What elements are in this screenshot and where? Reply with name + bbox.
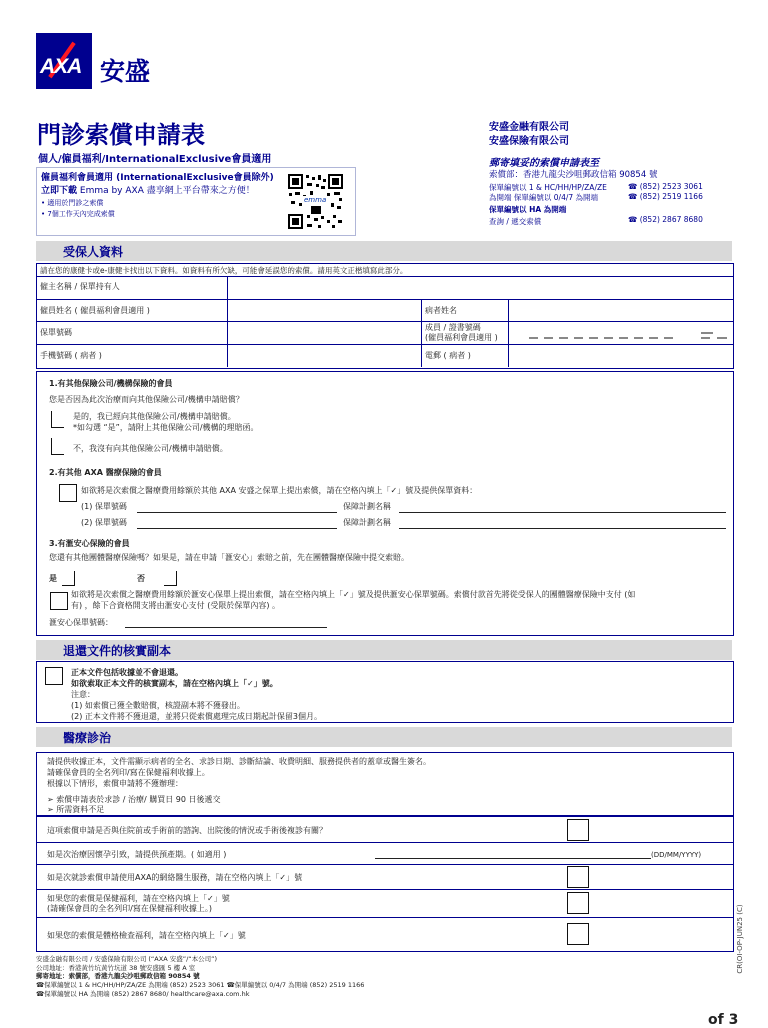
huianxin-question-line-2: 有) ，餘下合資格開支將由滙安心支付 (受限於保單內容) 。	[71, 601, 280, 610]
member-no-field[interactable]	[529, 330, 729, 340]
section-title: 受保人資料	[63, 245, 124, 259]
qr-code-icon[interactable]	[287, 173, 344, 230]
section-insured-info-header	[36, 241, 732, 261]
checkbox-claimed-yes[interactable]	[51, 411, 64, 428]
section-title: 退還文件的核實副本	[63, 644, 172, 658]
phone-2: ☎ (852) 2519 1166	[628, 192, 703, 201]
section-title: 醫療診治	[63, 731, 112, 745]
claimed-yes-note: *如勾選 “是”，請附上其他保險公司/機構的理賠函。	[73, 423, 259, 432]
plan-2-field[interactable]	[399, 528, 726, 529]
checkbox-certified-copy[interactable]	[45, 667, 63, 685]
question-checkup-benefit: 如果您的索償是體格檢查福利，請在空格內填上「✓」號	[47, 931, 246, 940]
instruction-2: 請確保會員的全名列印/寫在保健福利收據上。	[47, 768, 210, 777]
footer-line-5: ☎保單編號以 HA 為開端 (852) 2867 8680/ healthcare@axa.com.hk	[36, 989, 250, 998]
policy-2-field[interactable]	[137, 528, 337, 529]
patient-name-field[interactable]	[510, 300, 730, 320]
checkbox-other-axa-policy[interactable]	[59, 484, 77, 502]
email-label: 電郵 ( 病者 )	[425, 351, 471, 360]
company-name-2: 安盛保險有限公司	[489, 136, 569, 147]
employee-name-field[interactable]	[229, 300, 419, 320]
plan-2-label: 保障計劃名稱	[343, 518, 391, 527]
checkbox-pre-post-hospital[interactable]	[567, 819, 589, 841]
policy-prefix-2: 為開端 保單編號以 0/4/7 為開端	[489, 193, 599, 202]
logo-text: AXA	[40, 55, 82, 78]
rejection-reason-1: ➢ 索償申請表於求診 / 治療/ 購買日 90 日後遞交	[47, 795, 221, 804]
request-certified-copy: 如欲索取正本文件的核實副本，請在空格內填上「✓」號。	[71, 679, 278, 688]
group-medical-no-label: 否	[137, 574, 145, 583]
policy-prefix-ha: 保單編號以 HA 為開端	[489, 205, 567, 214]
question-wellness-benefit-note: (請確保會員的全名列印/寫在保健福利收據上。)	[47, 904, 212, 913]
mobile-field[interactable]	[229, 345, 419, 366]
qr-caption: emma	[304, 196, 327, 204]
checkbox-network-doctor[interactable]	[567, 866, 589, 888]
email-field[interactable]	[510, 345, 730, 366]
section-medical-treatment-header	[36, 727, 732, 747]
member-no-sublabel: (僱員福利會員適用 )	[425, 333, 498, 342]
policy-1-label: (1) 保單號碼	[81, 502, 127, 511]
download-box-heading: 僱員福利會員適用 (InternationalExclusive會員除外)	[41, 173, 274, 183]
checkbox-group-medical-no[interactable]	[164, 571, 177, 586]
insured-info-note: 請在您的康健卡或e-康健卡找出以下資料。如資料有所欠缺，可能會延誤您的索償。請用英文正楷填寫此部分。	[40, 266, 408, 275]
note-2: (2) 正本文件將不獲退還，並將只從索償處理完成日期起計保留3個月。	[71, 712, 322, 721]
footer-info	[36, 955, 364, 999]
other-insurance-heading-1: 1.有其他保險公司/機構保險的會員	[49, 379, 173, 388]
download-now-label: 立即下載	[41, 186, 78, 196]
download-box-cta	[41, 183, 255, 196]
medical-questions-table	[36, 816, 734, 952]
enquiry-label: 查詢 / 遞交索償	[489, 217, 542, 226]
form-code: CR(OI-OP-JUN25 (C)	[736, 904, 744, 974]
other-insurance-question-1: 您是否因為此次治療而向其他保險公司/機構申請賠償？	[49, 395, 244, 404]
phone-1: ☎ (852) 2523 3061	[628, 182, 703, 191]
question-pregnancy: 如是次治療因懷孕引致，請提供預產期。( 如適用 )	[47, 850, 227, 859]
employee-name-label: 僱員姓名 ( 僱員福利會員適用 )	[40, 306, 150, 315]
question-pre-post-hospital: 這項索償申請是否與住院前或手術前的諮詢、出院後的情況或手術後複診有關？	[47, 826, 327, 835]
medical-instructions-box	[36, 752, 734, 816]
page-title: 門診索償申請表	[37, 121, 205, 149]
huianxin-question-line-1: 如欲將是次索償之醫療費用餘額於滙安心保單上提出索償，請在空格內填上「✓」號及提供滙安心保單號碼。索償付款首先將從受保人的團體醫療保險中支付 (如	[71, 590, 636, 599]
expected-delivery-date-field[interactable]	[375, 858, 651, 859]
mailing-heading: 郵寄填妥的索償申請表至	[489, 158, 599, 169]
download-box-cta-text: Emma by AXA 盡享網上平台帶來之方便！	[77, 186, 255, 196]
checkbox-group-medical-yes[interactable]	[62, 571, 75, 586]
other-insurance-heading-3: 3.有滙安心保險的會員	[49, 539, 130, 548]
instruction-3: 根據以下情形，索償申請將不獲辦理：	[47, 779, 183, 788]
note-label: 注意：	[71, 690, 95, 699]
axa-logo	[36, 33, 92, 89]
phone-3: ☎ (852) 2867 8680	[628, 215, 703, 224]
download-app-box	[36, 167, 356, 236]
plan-1-label: 保障計劃名稱	[343, 502, 391, 511]
policy-no-field[interactable]	[229, 322, 419, 342]
other-insurance-question-3: 您還有其他團體醫療保險嗎？如果是，請在申請「滙安心」索賠之前，先在團體醫療保險中提交索賠。	[49, 553, 409, 562]
checkbox-checkup-benefit[interactable]	[567, 923, 589, 945]
employer-field[interactable]	[229, 277, 731, 298]
footer-line-4: ☎保單編號以 1 & HC/HH/HP/ZA/ZE 為開端 (852) 2523 3061 ☎保單編號以 0/4/7 為開端 (852) 2519 1166	[36, 981, 365, 990]
mobile-label: 手機號碼 ( 病者 )	[40, 351, 102, 360]
company-name-1: 安盛金融有限公司	[489, 122, 569, 133]
member-no-label: 成員 / 證書號碼	[425, 323, 481, 332]
brand-name: 安盛	[100, 57, 151, 86]
huianxin-policy-label: 滙安心保單號碼：	[49, 618, 113, 627]
instruction-1: 請提供收據正本，文件需顯示病者的全名、求診日期、診斷結論、收費明細、服務提供者的蓋章或醫生簽名。	[47, 757, 431, 766]
footer-line-3: 郵寄地址：索償部，香港九龍尖沙咀郵政信箱 90854 號	[36, 972, 200, 981]
plan-1-field[interactable]	[399, 512, 726, 513]
claimed-no-label: 不，我沒有向其他保險公司/機構申請賠償。	[73, 444, 228, 453]
question-network-doctor: 如是次就診索償申請使用AXA的網絡醫生服務，請在空格內填上「✓」號	[47, 873, 303, 882]
company-names	[489, 121, 569, 149]
footer-line-1: 安盛金融有限公司 / 安盛保險有限公司 (“AXA 安盛”/“本公司”)	[36, 955, 218, 963]
section-certified-copy-header	[36, 640, 732, 660]
originals-not-returned: 正本文件包括收據並不會退還。	[71, 668, 183, 677]
checkbox-wellness-benefit[interactable]	[567, 892, 589, 914]
page-subtitle: 個人/僱員福利/InternationalExclusive會員適用	[38, 154, 272, 165]
policy-prefix-1: 保單編號以 1 & HC/HH/HP/ZA/ZE	[489, 183, 607, 192]
date-format-hint: (DD/MM/YYYY)	[651, 851, 702, 859]
employer-label: 僱主名稱 / 保單持有人	[40, 282, 120, 291]
insured-info-table	[36, 263, 734, 369]
policy-no-label: 保單號碼	[40, 328, 72, 337]
other-insurance-panel	[36, 371, 734, 636]
other-axa-question: 如欲將是次索償之醫療費用餘額於其他 AXA 安盛之保單上提出索償，請在空格內填上「✓」號及提供保單資料：	[81, 486, 478, 495]
rejection-reason-2: ➢ 所需資料不足	[47, 805, 105, 814]
note-1: (1) 如索償已獲全數賠償，核證副本將不獲發出。	[71, 701, 245, 710]
other-insurance-heading-2: 2.有其他 AXA 醫療保險的會員	[49, 468, 162, 477]
group-medical-yes-label: 是	[49, 574, 57, 583]
certified-copy-panel	[36, 661, 734, 723]
download-bullet-1: • 適用於門診之索償	[41, 199, 104, 207]
claimed-yes-label: 是的，我已經向其他保險公司/機構申請賠償。	[73, 412, 236, 421]
patient-name-label: 病者姓名	[425, 306, 457, 315]
checkbox-claimed-no[interactable]	[51, 438, 64, 455]
claims-dept-address: 索償部：香港九龍尖沙咀郵政信箱 90854 號	[489, 170, 658, 180]
download-bullet-2: • 7個工作天內完成索償	[41, 210, 115, 218]
footer-line-2: 公司地址：香港黃竹坑黃竹坑道 38 號安盛匯 5 樓 A 室	[36, 963, 196, 972]
question-wellness-benefit: 如果您的索償是保健福利，請在空格內填上「✓」號	[47, 894, 230, 903]
checkbox-huianxin-claim[interactable]	[50, 592, 68, 610]
page-number: of 3	[708, 1012, 739, 1028]
huianxin-policy-field[interactable]	[125, 627, 327, 628]
policy-1-field[interactable]	[137, 512, 337, 513]
policy-2-label: (2) 保單號碼	[81, 518, 127, 527]
